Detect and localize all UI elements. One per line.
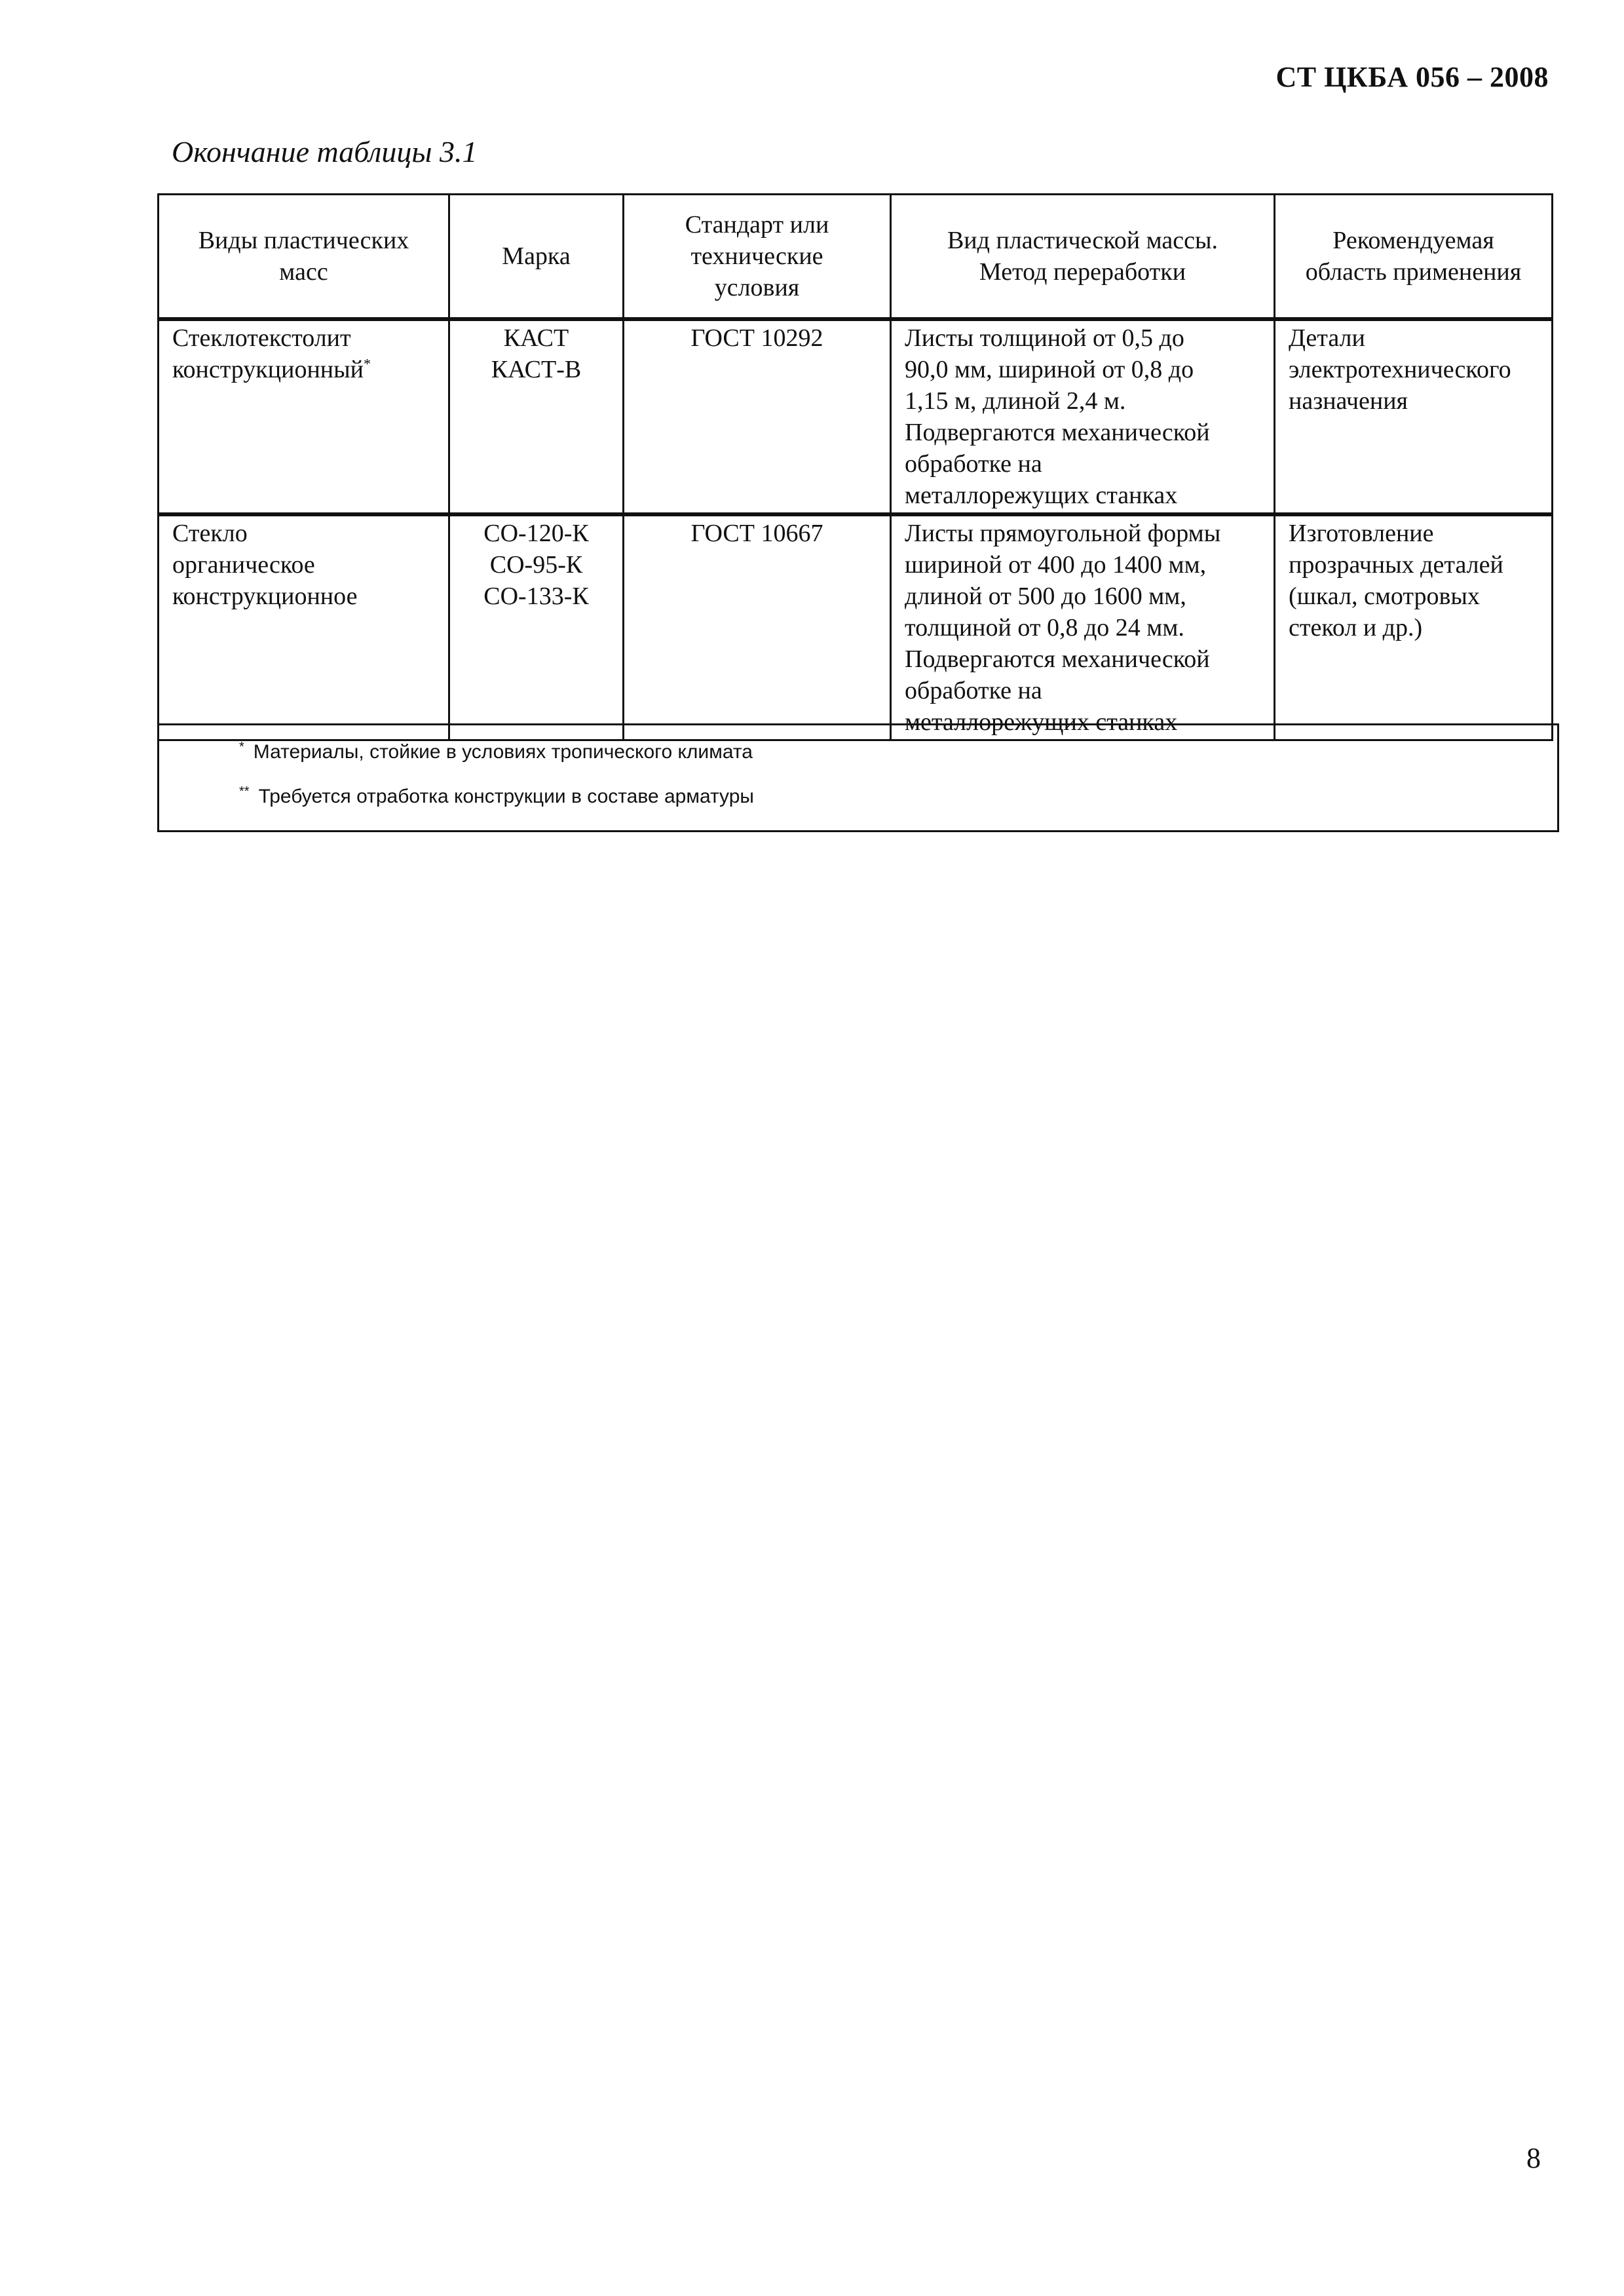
header-grade: Марка (449, 195, 624, 320)
table-row (159, 514, 1553, 740)
table-header-row (159, 195, 1553, 320)
cell-application: Изготовление прозрачных деталей (шкал, смотровых стекол и др.) (1275, 514, 1553, 740)
header-method: Вид пластической массы. Метод переработки (891, 195, 1275, 320)
cell-standard: ГОСТ 10292 (624, 319, 891, 514)
footnote-text: Требуется отработка конструкции в составе арматуры (258, 786, 754, 807)
header-application: Рекомендуемая область применения (1275, 195, 1553, 320)
header-plastic-type: Виды пластических масс (159, 195, 449, 320)
table-caption: Окончание таблицы 3.1 (172, 135, 478, 168)
header-standard: Стандарт или технические условия (624, 195, 891, 320)
footnote-text: Материалы, стойкие в условиях тропического климата (253, 741, 753, 763)
plastics-table-container (157, 193, 1551, 741)
plastics-table (157, 193, 1553, 741)
document-code: СТ ЦКБА 056 – 2008 (1275, 61, 1549, 93)
table-row (159, 319, 1553, 514)
cell-method: Листы толщиной от 0,5 до 90,0 мм, шириной от 0,8 до 1,15 м, длиной 2,4 м. Подвергаются механической обработке на металлорежущих станках (891, 319, 1275, 514)
footnote-mark: * (239, 740, 244, 754)
footnotes-box (157, 723, 1559, 832)
footnote-mark: * (363, 355, 371, 372)
footnote (239, 784, 754, 808)
footnote-mark: ** (239, 784, 250, 799)
cell-grade: КАСТ КАСТ-В (449, 319, 624, 514)
cell-application: Детали электротехнического назначения (1275, 319, 1553, 514)
cell-standard: ГОСТ 10667 (624, 514, 891, 740)
footnote (239, 740, 753, 763)
cell-method: Листы прямоугольной формы шириной от 400 до 1400 мм, длиной от 500 до 1600 мм, толщиной от 0,8 до 24 мм. Подвергаются механической обработке на металлорежущих станках (891, 514, 1275, 740)
page-number: 8 (1526, 2142, 1541, 2174)
cell-plastic-type: Стекло органическое конструкционное (159, 514, 449, 740)
cell-grade: СО-120-К СО-95-К СО-133-К (449, 514, 624, 740)
cell-plastic-type: Стеклотекстолит конструкционный* (159, 319, 449, 514)
